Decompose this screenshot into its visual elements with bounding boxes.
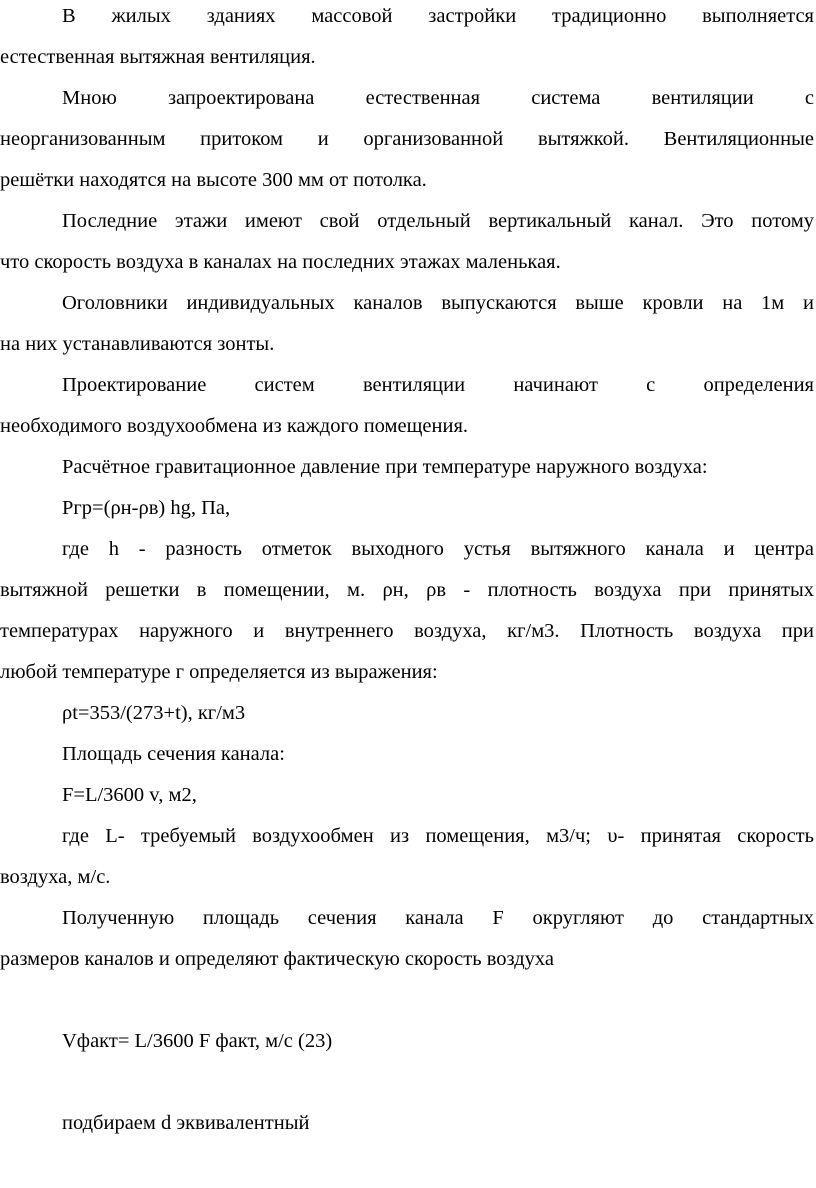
text-line: Мною запроектирована естественная система вентиляции с	[62, 87, 814, 109]
text-line: неорганизованным притоком и организованной вытяжкой. Вентиляционные	[0, 128, 814, 150]
text-line: Полученную площадь сечения канала F округляют до стандартных	[62, 907, 814, 929]
text-line: размеров каналов и определяют фактическую скорость воздуха	[0, 948, 554, 970]
text-line: В жилых зданиях массовой застройки традиционно выполняется	[62, 5, 814, 27]
text-line: Последние этажи имеют свой отдельный вертикальный канал. Это потому	[62, 210, 814, 232]
formula-line: Ргр=(ρн-ρв) hg, Па,	[62, 497, 231, 519]
text-line: на них устанавливаются зонты.	[0, 333, 275, 355]
text-line: вытяжной решетки в помещении, м. ρн, ρв - плотность воздуха при принятых	[0, 579, 814, 601]
text-line: Проектирование систем вентиляции начинают с определения	[62, 374, 814, 396]
text-line: естественная вытяжная вентиляция.	[0, 46, 316, 68]
formula-line: F=L/3600 v, м2,	[62, 784, 197, 806]
text-line: температурах наружного и внутреннего воздуха, кг/м3. Плотность воздуха при	[0, 620, 814, 642]
text-line: любой температуре г определяется из выражения:	[0, 661, 438, 683]
formula-line: Vфакт= L/3600 F факт, м/с (23)	[62, 1030, 333, 1052]
text-line: решётки находятся на высоте 300 мм от потолка.	[0, 169, 427, 191]
text-line: Оголовники индивидуальных каналов выпускаются выше кровли на 1м и	[62, 292, 814, 314]
text-line: подбираем d эквивалентный	[62, 1112, 310, 1134]
text-line: Расчётное гравитационное давление при температуре наружного воздуха:	[62, 456, 708, 478]
formula-line: ρt=353/(273+t), кг/м3	[62, 702, 246, 724]
text-line: где L- требуемый воздухообмен из помещения, м3/ч; υ- принятая скорость	[62, 825, 814, 847]
text-line: необходимого воздухообмена из каждого помещения.	[0, 415, 468, 437]
text-line: где h - разность отметок выходного устья вытяжного канала и центра	[62, 538, 814, 560]
text-line: что скорость воздуха в каналах на последних этажах маленькая.	[0, 251, 561, 273]
text-line: воздуха, м/с.	[0, 866, 111, 888]
text-line: Площадь сечения канала:	[62, 743, 285, 765]
